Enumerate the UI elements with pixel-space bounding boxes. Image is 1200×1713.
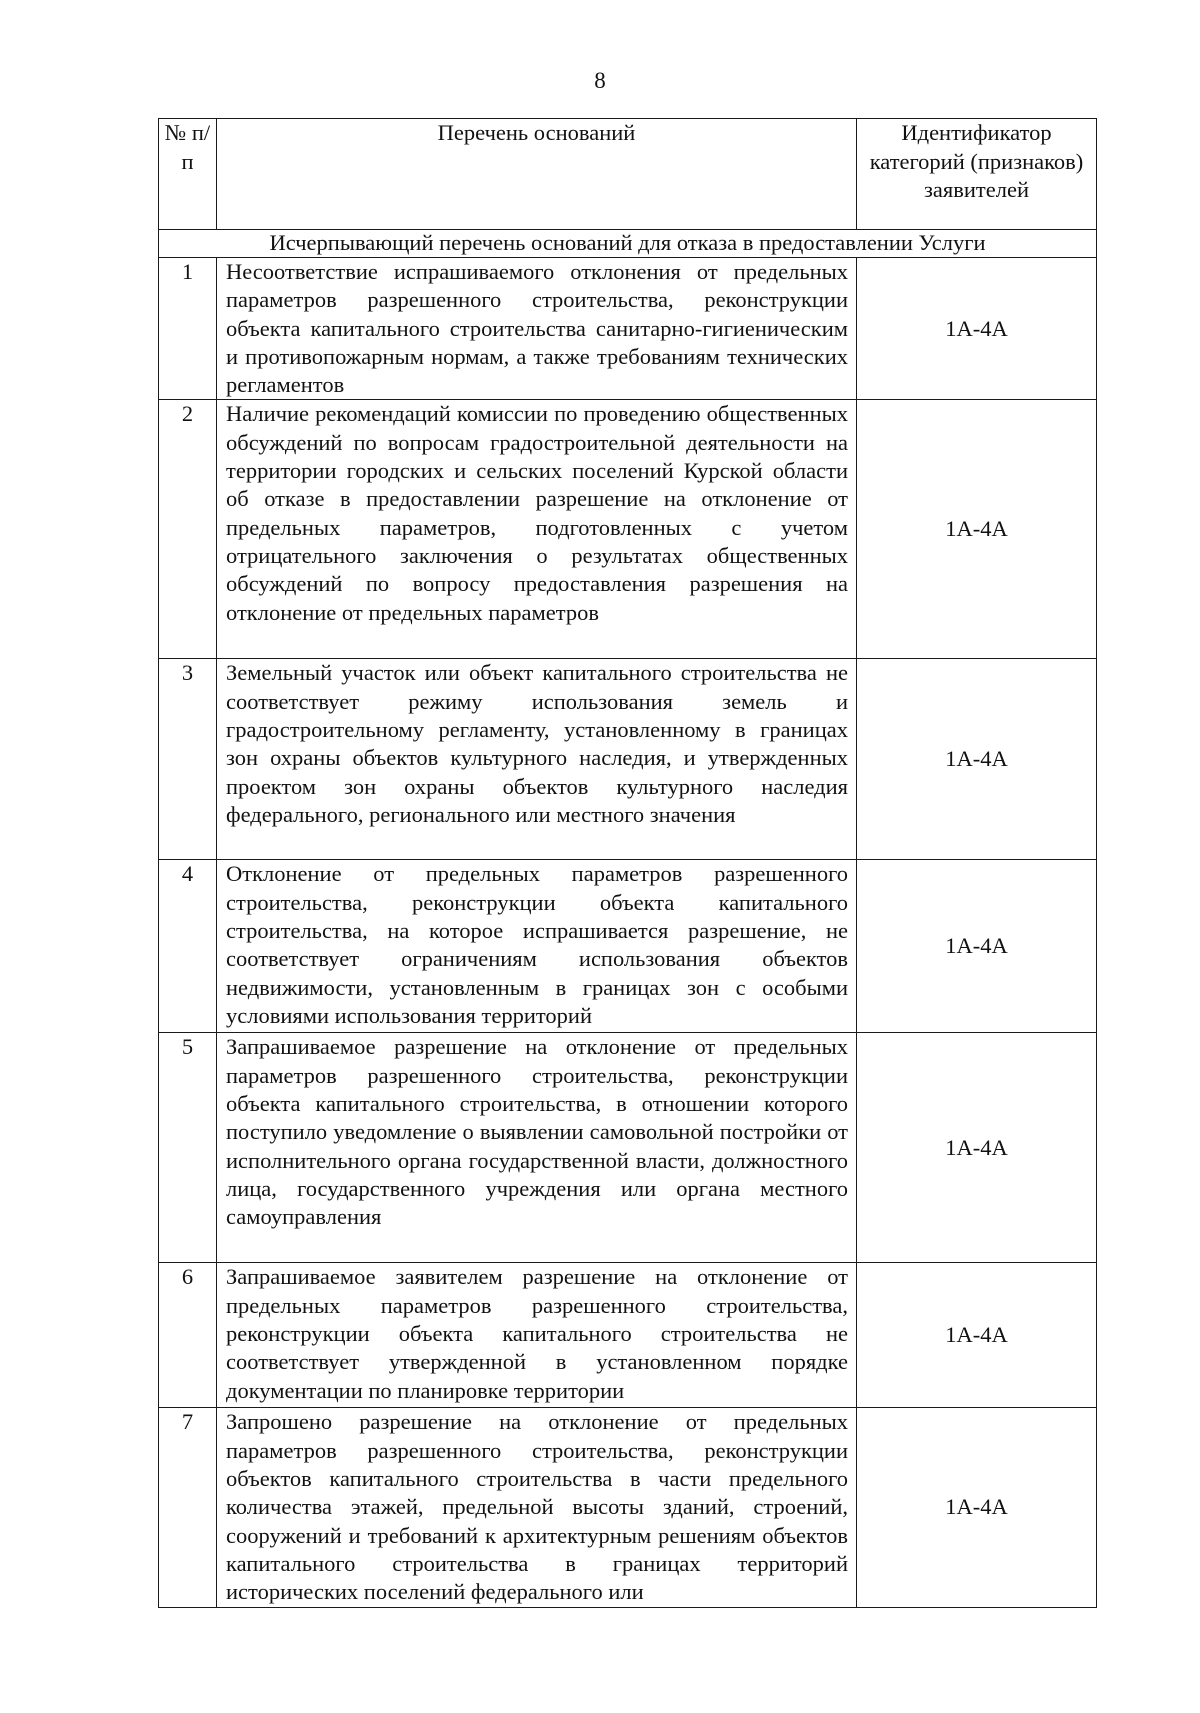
row-category: 1А-4А	[857, 860, 1097, 1033]
row-text: Запрашиваемое разрешение на отклонение от предельных параметров разрешенного строительства, реконструкции объекта капитального строительства, в отношении которого поступило уведомление о выявлении самовольной постройки от исполнительного органа государственной власти, должностного лица, государственного учреждения или органа местного самоуправления	[226, 1034, 848, 1230]
section-title: Исчерпывающий перечень оснований для отказа в предоставлении Услуги	[159, 230, 1097, 258]
row-text: Запрошено разрешение на отклонение от предельных параметров разрешенного строительства, реконструкции объектов капитального строительства в части предельного количества этажей, предельной высоты зданий, строений, сооружений и требований к архитектурным решениям объектов капитального строительства в границах территорий исторических поселений федерального или	[226, 1409, 848, 1605]
row-category: 1А-4А	[857, 659, 1097, 860]
row-category: 1А-4А	[857, 400, 1097, 659]
row-text-cell	[217, 400, 857, 659]
table-row	[159, 1033, 1097, 1263]
row-text-cell	[217, 860, 857, 1033]
row-number: 3	[159, 659, 217, 860]
row-number: 5	[159, 1033, 217, 1263]
row-text: Запрашиваемое заявителем разрешение на отклонение от предельных параметров разрешенного строительства, реконструкции объекта капитального строительства не соответствует утвержденной в установленном порядке документации по планировке территории	[226, 1264, 848, 1403]
row-text-cell	[217, 1033, 857, 1263]
row-number: 2	[159, 400, 217, 659]
header-num: № п/п	[159, 119, 217, 230]
row-text-cell	[217, 659, 857, 860]
header-category: Идентификатор категорий (признаков) заявителей	[857, 119, 1097, 230]
table-row	[159, 860, 1097, 1033]
table-row	[159, 1408, 1097, 1607]
table-row	[159, 258, 1097, 400]
header-reasons: Перечень оснований	[217, 119, 857, 230]
row-text: Несоответствие испрашиваемого отклонения от предельных параметров разрешенного строительства, реконструкции объекта капитального строительства санитарно-гигиеническим и противопожарным нормам, а также требованиям технических регламентов	[226, 259, 848, 398]
row-category: 1А-4А	[857, 258, 1097, 400]
row-number: 4	[159, 860, 217, 1033]
row-category: 1А-4А	[857, 1263, 1097, 1408]
row-text: Отклонение от предельных параметров разрешенного строительства, реконструкции объекта капитального строительства, на которое испрашивается разрешение, не соответствует ограничениям использования объектов недвижимости, установленным в границах зон с особыми условиями использования территорий	[226, 861, 848, 1028]
table-row	[159, 659, 1097, 860]
row-text: Земельный участок или объект капитального строительства не соответствует режиму использования земель и градостроительному регламенту, установленному в границах зон охраны объектов культурного наследия, и утвержденных проектом зон охраны объектов культурного наследия федерального, регионального или местного значения	[226, 660, 848, 827]
row-text: Наличие рекомендаций комиссии по проведению общественных обсуждений по вопросам градостроительной деятельности на территории городских и сельских поселений Курской области об отказе в предоставлении разрешение на отклонение от предельных параметров, подготовленных с учетом отрицательного заключения о результатах общественных обсуждений по вопросу предоставления разрешения на отклонение от предельных параметров	[226, 401, 848, 625]
table-row	[159, 1263, 1097, 1408]
section-row	[159, 230, 1097, 258]
row-text-cell	[217, 1263, 857, 1408]
row-category: 1А-4А	[857, 1033, 1097, 1263]
row-text-cell	[217, 1408, 857, 1607]
table-header-row	[159, 119, 1097, 230]
row-text-cell	[217, 258, 857, 400]
row-category: 1А-4А	[857, 1408, 1097, 1607]
table-row	[159, 400, 1097, 659]
row-number: 1	[159, 258, 217, 400]
refusal-reasons-table	[158, 118, 1097, 1608]
row-number: 7	[159, 1408, 217, 1607]
page-number: 8	[594, 68, 606, 93]
row-number: 6	[159, 1263, 217, 1408]
